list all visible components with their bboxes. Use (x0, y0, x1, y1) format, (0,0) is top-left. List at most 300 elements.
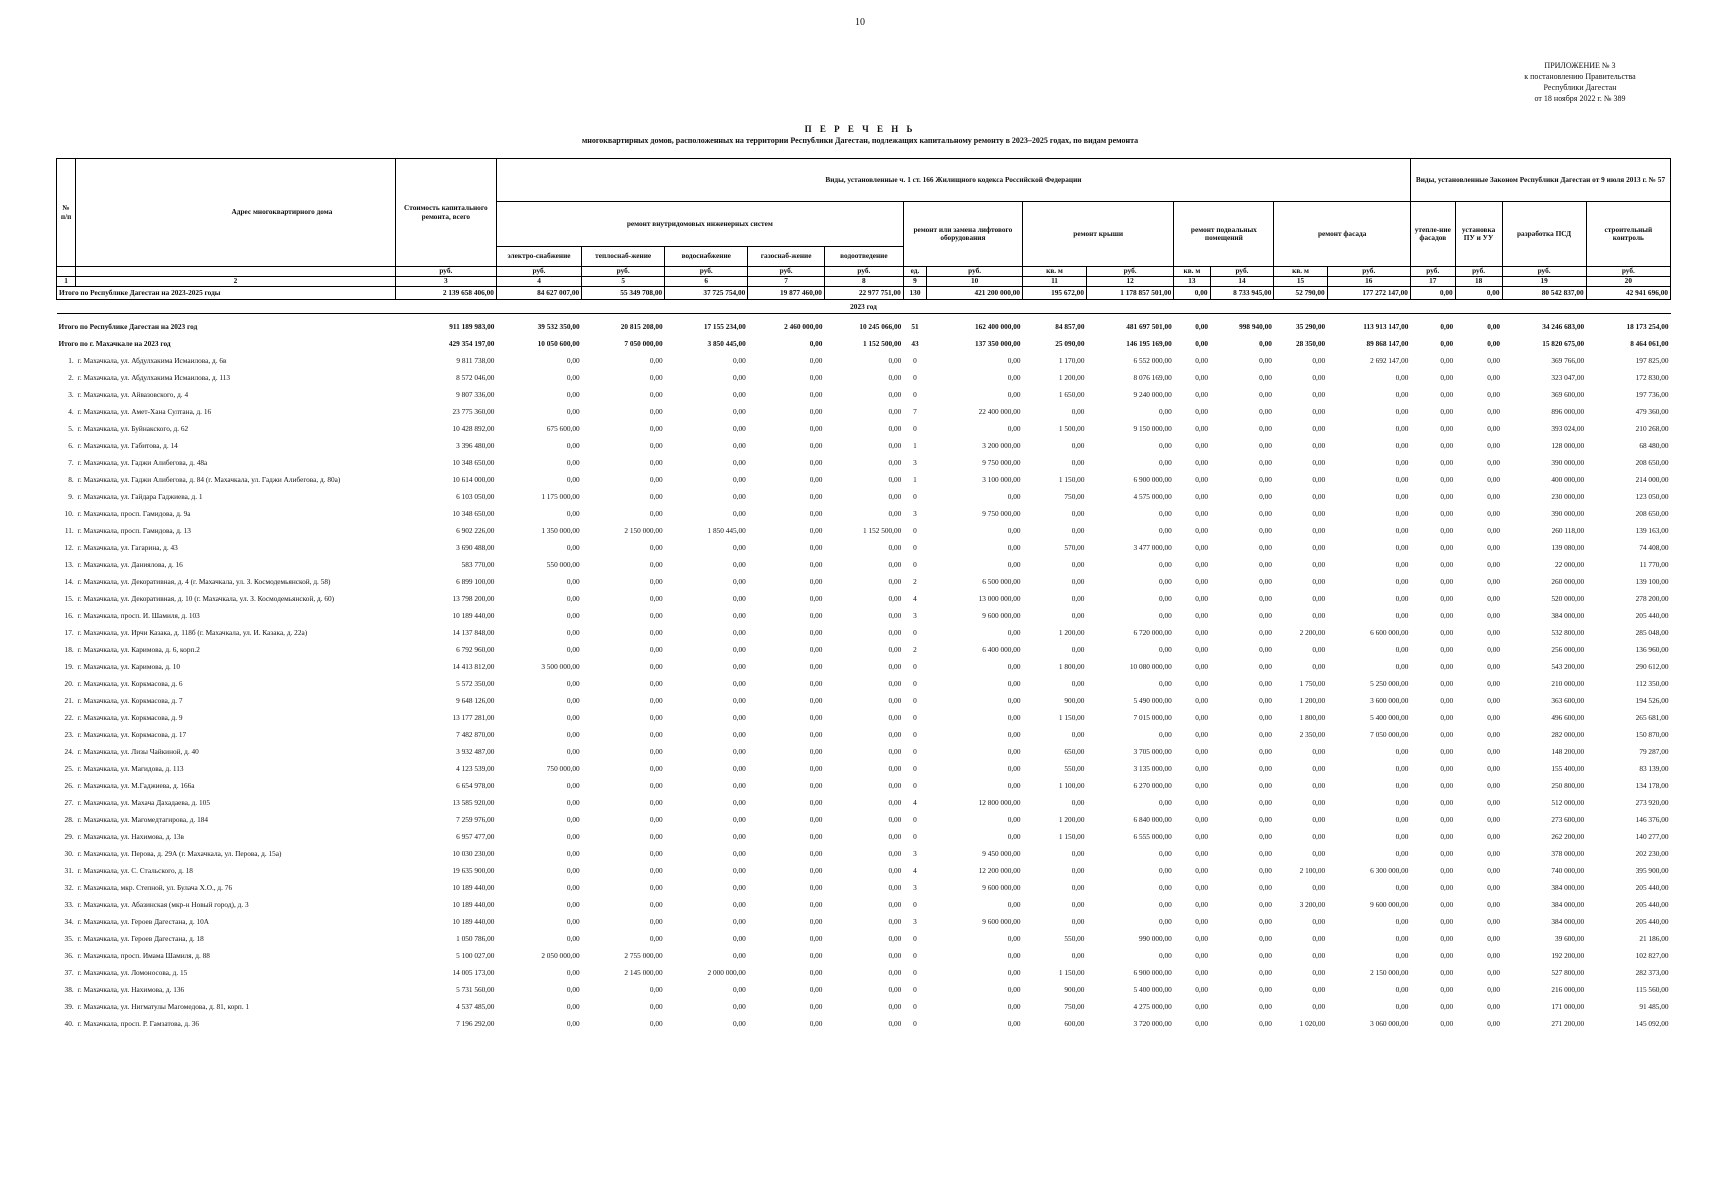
cell-value: 0,00 (566, 594, 580, 603)
cell-value: 205 440,00 (1635, 900, 1669, 909)
cell-value: 0,00 (733, 594, 746, 603)
cell-value: 0,00 (1440, 832, 1454, 841)
cell-value: 0,00 (566, 1019, 580, 1028)
cell-value: 750,00 (1064, 1002, 1085, 1011)
cell-value: 0,00 (649, 356, 663, 365)
cell-value: 0,00 (1440, 696, 1454, 705)
cell-value: 13 177 281,00 (452, 713, 495, 722)
cell-value: 0,00 (888, 985, 902, 994)
table-row (57, 484, 1671, 501)
table-row (57, 824, 1671, 841)
table-row (57, 348, 1671, 365)
appendix-line: Республики Дагестан (1543, 83, 1617, 92)
cell-value: 1 800,00 (1299, 713, 1326, 722)
address: г. Махачкала, ул. Каримова, д. 6, корп.2 (77, 645, 200, 654)
cell-value: 0,00 (733, 645, 746, 654)
summary-value: 39 532 350,00 (537, 322, 580, 331)
cell-value: 0,00 (809, 934, 823, 943)
cell-value: 0,00 (733, 781, 746, 790)
cell-value: 0,00 (1195, 866, 1209, 875)
cell-value: 3 (913, 883, 917, 892)
address: г. Махачкала, ул. Абдулхакима Исмаилова, д. 113 (77, 373, 231, 382)
cell-value: 0,00 (1395, 815, 1409, 824)
cell-value: 1 150,00 (1058, 832, 1085, 841)
cell-value: 0 (913, 1002, 917, 1011)
cell-value: 0,00 (1487, 815, 1501, 824)
cell-value: 0 (913, 747, 917, 756)
column-number: 1 (57, 277, 76, 287)
cell-value: 4 275 000,00 (1133, 1002, 1172, 1011)
cell-value: 0,00 (1440, 951, 1454, 960)
cell-value: 1 175 000,00 (541, 492, 580, 501)
cell-value: 0,00 (566, 577, 580, 586)
cell-value: 0,00 (1071, 951, 1085, 960)
cell-value: 0 (913, 373, 917, 382)
cell-value: 393 024,00 (1551, 424, 1585, 433)
cell-value: 0,00 (649, 917, 663, 926)
cell-value: 0,00 (649, 747, 663, 756)
cell-value: 0,00 (1259, 832, 1272, 841)
address: г. Махачкала, ул. Лизы Чайкиной, д. 40 (77, 747, 199, 756)
cell-value: 0,00 (1159, 594, 1172, 603)
cell-value: 9 600 000,00 (982, 917, 1021, 926)
cell-value: 390 000,00 (1551, 458, 1585, 467)
address: г. Махачкала, ул. Каримова, д. 10 (77, 662, 180, 671)
cell-value: 0,00 (1487, 900, 1501, 909)
cell-value: 0 (913, 526, 917, 535)
address: г. Махачкала, ул. Гаджи Алибегова, д. 84 (г. Махачкала, ул. Гаджи Алибегова, д. 80а) (77, 475, 341, 484)
cell-value: 9 600 000,00 (982, 883, 1021, 892)
cell-value: 0,00 (1195, 356, 1209, 365)
cell-value: 0,00 (1395, 407, 1409, 416)
table-row (57, 841, 1671, 858)
address: г. Махачкала, ул. Ирчи Казака, д. 118б (г. Махачкала, ул. И. Казака, д. 22а) (77, 628, 308, 637)
cell-value: 1 850 445,00 (707, 526, 746, 535)
cell-value: 150 870,00 (1635, 730, 1669, 739)
cell-value: 0,00 (1312, 475, 1326, 484)
cell-value: 0 (913, 713, 917, 722)
cell-value: 6 792 960,00 (456, 645, 495, 654)
cell-value: 39 600,00 (1554, 934, 1585, 943)
cell-value: 0,00 (1487, 883, 1501, 892)
cell-value: 0,00 (649, 696, 663, 705)
cell-value: 2 (913, 645, 917, 654)
cell-value: 0,00 (809, 543, 823, 552)
column-number: 8 (824, 277, 903, 287)
cell-value: 0,00 (1159, 679, 1172, 688)
summary-value: 0,00 (1487, 339, 1501, 348)
cell-value: 10 080 000,00 (1129, 662, 1172, 671)
cell-value: 0,00 (809, 509, 823, 518)
cell-value: 0,00 (1071, 730, 1085, 739)
cell-value: 750 000,00 (546, 764, 580, 773)
cell-value: 0,00 (1195, 662, 1209, 671)
unit-rub: руб. (1210, 267, 1274, 277)
cell-value: 0,00 (1195, 611, 1209, 620)
cell-value: 14 413 812,00 (452, 662, 495, 671)
cell-value: 0,00 (649, 475, 663, 484)
address: г. Махачкала, ул. Ломоносова, д. 15 (77, 968, 188, 977)
cell-value: 3 (913, 917, 917, 926)
unit-rub: руб. (1410, 267, 1455, 277)
cell-value: 0,00 (1440, 390, 1454, 399)
summary-value: 137 350 000,00 (974, 339, 1021, 348)
cell-value: 0,00 (1007, 832, 1021, 841)
summary-value: 18 173 254,00 (1626, 322, 1669, 331)
cell-value: 0,00 (1440, 628, 1454, 637)
unit-rub: руб. (665, 267, 748, 277)
cell-value: 0,00 (1195, 934, 1209, 943)
cell-value: 1 020,00 (1299, 1019, 1326, 1028)
cell-value: 0,00 (809, 1002, 823, 1011)
header-elevator: ремонт или замена лифтового оборудования (903, 202, 1022, 267)
cell-value: 0,00 (1487, 798, 1501, 807)
cell-value: 0,00 (649, 628, 663, 637)
cell-value: 0,00 (1259, 866, 1272, 875)
summary-value: 998 940,00 (1239, 322, 1272, 331)
cell-value: 9 150 000,00 (1133, 424, 1172, 433)
cell-value: 0,00 (1195, 424, 1209, 433)
cell-value: 0,00 (649, 458, 663, 467)
cell-value: 0,00 (649, 832, 663, 841)
cell-value: 0,00 (1195, 458, 1209, 467)
cell-value: 0,00 (649, 849, 663, 858)
address-cell (76, 875, 396, 892)
summary-value: 0,00 (1195, 322, 1209, 331)
cell-value: 0,00 (1440, 662, 1454, 671)
cell-value: 0,00 (1195, 696, 1209, 705)
cell-value: 0,00 (1195, 900, 1209, 909)
column-number: 5 (582, 277, 665, 287)
cell-value: 0,00 (1312, 849, 1326, 858)
address-cell (76, 637, 396, 654)
cell-value: 250 800,00 (1551, 781, 1585, 790)
cell-value: 3 135 000,00 (1133, 764, 1172, 773)
cell-value: 0,00 (1007, 934, 1021, 943)
cell-value: 0,00 (1312, 441, 1326, 450)
cell-value: 5 250 000,00 (1370, 679, 1409, 688)
row-number: 8. (68, 475, 74, 484)
cell-value: 0,00 (1259, 458, 1272, 467)
row-number: 10. (64, 509, 74, 518)
header-water: водоснабжение (665, 247, 748, 267)
cell-value: 0,00 (649, 679, 663, 688)
header-facade: ремонт фасада (1274, 202, 1411, 267)
cell-value: 0,00 (1007, 1019, 1021, 1028)
cell-value: 0,00 (809, 696, 823, 705)
cell-value: 3 200,00 (1299, 900, 1326, 909)
header-electric: электро-снабжение (496, 247, 581, 267)
cell-value: 290 612,00 (1635, 662, 1669, 671)
cell-value: 0,00 (888, 407, 902, 416)
cell-value: 0,00 (809, 475, 823, 484)
address-cell (76, 518, 396, 535)
cell-value: 0,00 (1259, 662, 1272, 671)
cell-value: 0,00 (733, 407, 746, 416)
cell-value: 0,00 (1195, 475, 1209, 484)
cell-value: 0,00 (1159, 951, 1172, 960)
cell-value: 205 440,00 (1635, 611, 1669, 620)
cell-value: 0 (913, 628, 917, 637)
cell-value: 0,00 (1195, 577, 1209, 586)
cell-value: 11 770,00 (1639, 560, 1669, 569)
cell-value: 0,00 (1071, 679, 1085, 688)
row-number: 35. (64, 934, 74, 943)
cell-value: 0,00 (1007, 373, 1021, 382)
unit-empty (57, 267, 76, 277)
cell-value: 3 600 000,00 (1370, 696, 1409, 705)
cell-value: 0,00 (1159, 509, 1172, 518)
cell-value: 0,00 (649, 560, 663, 569)
cell-value: 0,00 (1259, 356, 1272, 365)
cell-value: 0,00 (1195, 849, 1209, 858)
address-cell (76, 858, 396, 875)
cell-value: 14 005 173,00 (452, 968, 495, 977)
cell-value: 0,00 (566, 866, 580, 875)
cell-value: 6 500 000,00 (982, 577, 1021, 586)
cell-value: 0,00 (1312, 492, 1326, 501)
cell-value: 273 920,00 (1635, 798, 1669, 807)
cell-value: 3 (913, 611, 917, 620)
cell-value: 0,00 (1395, 645, 1409, 654)
row-number: 6. (68, 441, 74, 450)
cell-value: 0,00 (1159, 645, 1172, 654)
cell-value: 0,00 (1195, 645, 1209, 654)
cell-value: 0,00 (809, 713, 823, 722)
cell-value: 3 200 000,00 (982, 441, 1021, 450)
cell-value: 0,00 (1195, 509, 1209, 518)
cell-value: 0,00 (1440, 730, 1454, 739)
cell-value: 0,00 (1440, 764, 1454, 773)
appendix-line: ПРИЛОЖЕНИЕ № 3 (1544, 61, 1616, 70)
cell-value: 0 (913, 356, 917, 365)
address-cell (76, 739, 396, 756)
header-control: строительный контроль (1586, 202, 1670, 267)
cell-value: 6 840 000,00 (1133, 815, 1172, 824)
address-cell (76, 960, 396, 977)
cell-value: 0,00 (1440, 424, 1454, 433)
row-number: 27. (64, 798, 74, 807)
cell-value: 0,00 (1159, 883, 1172, 892)
cell-value: 0,00 (809, 390, 823, 399)
summary-value: 2 460 000,00 (784, 322, 823, 331)
cell-value: 0,00 (1487, 662, 1501, 671)
cell-value: 1 200,00 (1058, 628, 1085, 637)
cell-value: 0,00 (1487, 424, 1501, 433)
cell-value: 0,00 (1395, 917, 1409, 926)
summary-value: 10 050 600,00 (537, 339, 580, 348)
cell-value: 0 (913, 764, 917, 773)
cell-value: 0,00 (733, 900, 746, 909)
header-address: Адрес многоквартирного дома (76, 159, 396, 267)
cell-value: 285 048,00 (1635, 628, 1669, 637)
unit-rub: руб. (1586, 267, 1670, 277)
row-number: 36. (64, 951, 74, 960)
cell-value: 0,00 (1440, 900, 1454, 909)
cell-value: 0,00 (809, 849, 823, 858)
header-kinds-regional: Виды, установленные Законом Республики Дагестан от 9 июля 2013 г. № 57 (1410, 159, 1670, 202)
cell-value: 0,00 (1195, 883, 1209, 892)
cell-value: 0 (913, 492, 917, 501)
cell-value: 0,00 (1312, 951, 1326, 960)
address: г. Махачкала, ул. М.Гаджиева, д. 166а (77, 781, 195, 790)
address: г. Махачкала, ул. Гайдара Гаджиева, д. 1 (77, 492, 203, 501)
row-number: 26. (64, 781, 74, 790)
cell-value: 0,00 (888, 815, 902, 824)
table-row (57, 994, 1671, 1011)
cell-value: 0,00 (1440, 458, 1454, 467)
cell-value: 6 270 000,00 (1133, 781, 1172, 790)
cell-value: 496 600,00 (1551, 713, 1585, 722)
cell-value: 0,00 (888, 832, 902, 841)
cell-value: 0,00 (1259, 679, 1272, 688)
row-number: 37. (64, 968, 74, 977)
cell-value: 0,00 (1259, 934, 1272, 943)
cell-value: 2 050 000,00 (541, 951, 580, 960)
cell-value: 0,00 (566, 407, 580, 416)
address: г. Махачкала, ул. Магомедтагирова, д. 184 (77, 815, 209, 824)
cell-value: 0,00 (1487, 696, 1501, 705)
cell-value: 0,00 (733, 866, 746, 875)
cell-value: 5 100 027,00 (456, 951, 495, 960)
cell-value: 0,00 (1259, 747, 1272, 756)
cell-value: 0,00 (1312, 1002, 1326, 1011)
address: г. Махачкала, ул. Габитова, д. 14 (77, 441, 178, 450)
cell-value: 0,00 (649, 577, 663, 586)
table-row (57, 688, 1671, 705)
cell-value: 0,00 (1259, 917, 1272, 926)
cell-value: 0,00 (1440, 934, 1454, 943)
cell-value: 1 050 786,00 (456, 934, 495, 943)
cell-value: 0,00 (1007, 1002, 1021, 1011)
cell-value: 0,00 (1007, 900, 1021, 909)
cell-value: 23 775 360,00 (452, 407, 495, 416)
cell-value: 0,00 (649, 900, 663, 909)
cell-value: 0,00 (733, 883, 746, 892)
row-number: 22. (64, 713, 74, 722)
row-number: 40. (64, 1019, 74, 1028)
cell-value: 570,00 (1064, 543, 1085, 552)
table-row (57, 433, 1671, 450)
table-row (57, 807, 1671, 824)
total-all-value: 42 941 696,00 (1586, 287, 1670, 300)
cell-value: 210 268,00 (1635, 424, 1669, 433)
appendix-line: к постановлению Правительства (1524, 72, 1636, 81)
cell-value: 0,00 (649, 645, 663, 654)
cell-value: 1 750,00 (1299, 679, 1326, 688)
cell-value: 0,00 (649, 883, 663, 892)
unit-kvm: кв. м (1274, 267, 1327, 277)
cell-value: 740 000,00 (1551, 866, 1585, 875)
cell-value: 3 396 480,00 (456, 441, 495, 450)
column-number: 15 (1274, 277, 1327, 287)
cell-value: 0,00 (888, 917, 902, 926)
cell-value: 0,00 (1312, 985, 1326, 994)
cell-value: 0,00 (1259, 441, 1272, 450)
cell-value: 0,00 (888, 662, 902, 671)
cell-value: 0 (913, 424, 917, 433)
cell-value: 0,00 (888, 424, 902, 433)
cell-value: 0,00 (1195, 594, 1209, 603)
cell-value: 0,00 (649, 611, 663, 620)
cell-value: 0 (913, 900, 917, 909)
cell-value: 0,00 (1440, 475, 1454, 484)
cell-value: 0,00 (649, 764, 663, 773)
address-cell (76, 501, 396, 518)
cell-value: 0,00 (1259, 696, 1272, 705)
cell-value: 1 152 500,00 (862, 526, 902, 535)
cell-value: 0,00 (1007, 679, 1021, 688)
cell-value: 6 900 000,00 (1133, 968, 1172, 977)
cell-value: 0,00 (1259, 594, 1272, 603)
cell-value: 0,00 (1159, 849, 1172, 858)
cell-value: 750,00 (1064, 492, 1085, 501)
cell-value: 390 000,00 (1551, 509, 1585, 518)
cell-value: 0,00 (888, 747, 902, 756)
header-insulation: утепле-ние фасадов (1410, 202, 1455, 267)
cell-value: 0 (913, 662, 917, 671)
address-cell (76, 433, 396, 450)
cell-value: 0,00 (649, 509, 663, 518)
total-all-value: 195 672,00 (1023, 287, 1087, 300)
row-number: 2. (68, 373, 74, 382)
cell-value: 650,00 (1064, 747, 1085, 756)
cell-value: 10 189 440,00 (452, 900, 495, 909)
summary-value: 20 815 208,00 (620, 322, 663, 331)
summary-value: 8 464 061,00 (1630, 339, 1669, 348)
cell-value: 0,00 (1395, 849, 1409, 858)
cell-value: 9 240 000,00 (1133, 390, 1172, 399)
cell-value: 0,00 (1487, 390, 1501, 399)
cell-value: 0,00 (1071, 900, 1085, 909)
cell-value: 112 350,00 (1635, 679, 1669, 688)
cell-value: 0,00 (1159, 458, 1172, 467)
table-row (57, 960, 1671, 977)
summary-value: 0,00 (1440, 322, 1454, 331)
total-all-value: 22 977 751,00 (824, 287, 903, 300)
address: г. Махачкала, ул. Коркмасова, д. 9 (77, 713, 183, 722)
summary-label: Итого по Республике Дагестан на 2023 год (58, 322, 198, 331)
cell-value: 0,00 (1395, 526, 1409, 535)
cell-value: 8 076 169,00 (1133, 373, 1172, 382)
summary-row (57, 314, 1671, 332)
cell-value: 3 100 000,00 (982, 475, 1021, 484)
address-cell (76, 1011, 396, 1028)
cell-value: 0,00 (1312, 424, 1326, 433)
cell-value: 0,00 (1440, 781, 1454, 790)
cell-value: 6 899 100,00 (456, 577, 495, 586)
table-row (57, 875, 1671, 892)
cell-value: 0,00 (1487, 951, 1501, 960)
cell-value: 0,00 (1195, 526, 1209, 535)
cell-value: 0,00 (1007, 628, 1021, 637)
cell-value: 4 123 539,00 (456, 764, 495, 773)
cell-value: 0,00 (1259, 781, 1272, 790)
cell-value: 0,00 (888, 900, 902, 909)
cell-value: 0,00 (1440, 968, 1454, 977)
cell-value: 0,00 (1159, 407, 1172, 416)
cell-value: 22 400 000,00 (978, 407, 1021, 416)
cell-value: 0 (913, 730, 917, 739)
address-cell (76, 943, 396, 960)
cell-value: 0,00 (1195, 679, 1209, 688)
cell-value: 0,00 (888, 390, 902, 399)
cell-value: 0,00 (809, 951, 823, 960)
cell-value: 0,00 (809, 798, 823, 807)
cell-value: 0,00 (1487, 968, 1501, 977)
cell-value: 0,00 (1487, 594, 1501, 603)
cell-value: 0,00 (888, 577, 902, 586)
